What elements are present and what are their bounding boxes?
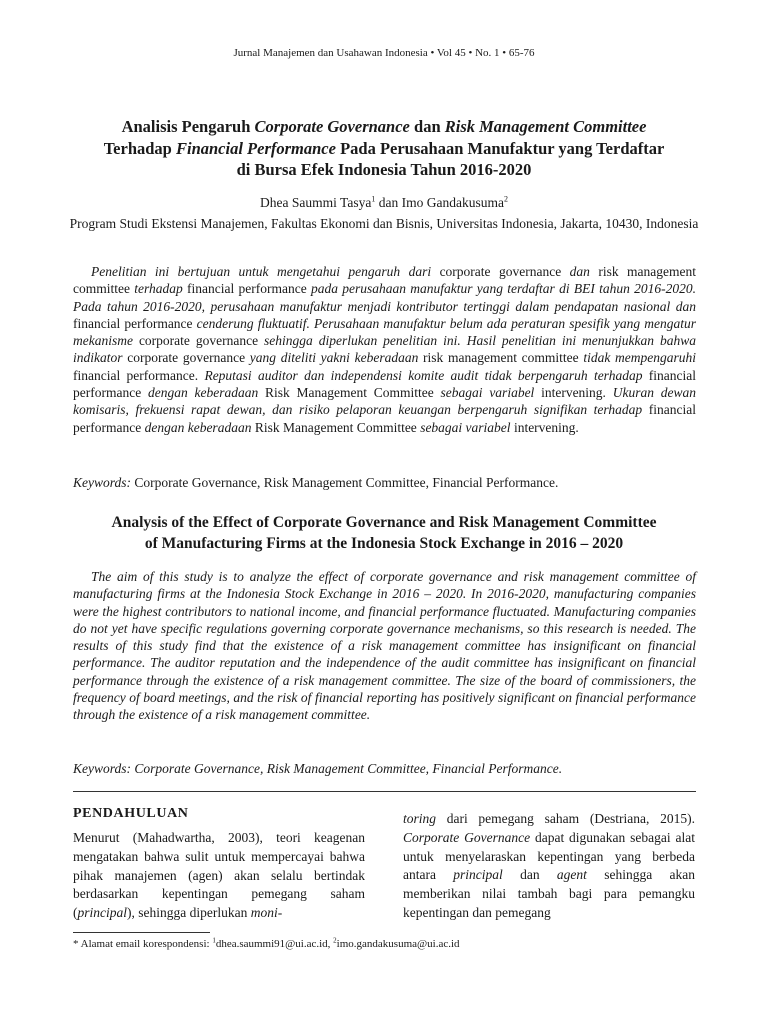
body-column-left: Menurut (Mahadwartha, 2003), teori keagenan mengatakan bahwa sulit untuk mempercayai bahwa pihak manajemen (agen) akan selalu bertindak berdasarkan kepentingan pemegang saham (principal), sehingga diperlukan moni-: [73, 830, 365, 921]
title-line: Analysis of the Effect of Corporate Governance and Risk Management Committee: [111, 514, 657, 531]
journal-header: Jurnal Manajemen dan Usahawan Indonesia • Vol 45 • No. 1 • 65-76: [233, 47, 535, 59]
email-link[interactable]: imo.gandakusuma@ui.ac.id: [336, 938, 460, 950]
section-divider: [73, 791, 696, 792]
email-link[interactable]: dhea.saummi91@ui.ac.id,: [215, 938, 334, 950]
body-column-right: toring dari pemegang saham (Destriana, 2015). Corporate Governance dapat digunakan sebagai alat untuk menyelaraskan kepentingan yang berbeda antara principal dan agent sehingga akan memberikan nilai tambah bagi para pemangku kepentingan dan pemegang: [403, 811, 695, 920]
footnote-divider: [73, 932, 210, 933]
author-affiliation: Program Studi Ekstensi Manajemen, Fakultas Ekonomi dan Bisnis, Universitas Indonesia, Jakarta, 10430, Indonesia: [69, 216, 699, 231]
title-line: Terhadap Financial Performance Pada Perusahaan Manufaktur yang Terdaftar: [103, 138, 665, 158]
keywords-label: Keywords:: [73, 475, 131, 490]
footnote: * Alamat email korespondensi: $^1$dhea.saummi91@ui.ac.id, $^2$imo.gandakusuma@ui.ac.id: [73, 936, 460, 950]
keywords-indonesian: Keywords: Corporate Governance, Risk Management Committee, Financial Performance.: [73, 475, 559, 490]
abstract-indonesian: Penelitian ini bertujuan untuk mengetahui pengaruh dari corporate governance dan risk management committee terhadap financial performance pada perusahaan manufaktur yang terdaftar di BEI tahun 2016-2020. Pada tahun 2016-2020, perusahaan manufaktur menjadi kontributor tertinggi dalam pendapatan nasional dan financial performance cenderung fluktuatif. Perusahaan manufaktur belum ada peraturan spesifik yang mengatur mekanisme corporate governance sehingga diperlukan penelitian ini. Hasil penelitian ini menunjukkan bahwa indikator corporate governance yang diteliti yakni keberadaan risk management committee tidak mempengaruhi financial performance. Reputasi auditor dan independensi komite audit tidak berpengaruh terhadap financial performance dengan keberadaan Risk Management Committee sebagai variabel intervening. Ukuran dewan komisaris, frekuensi rapat dewan, dan risiko pelaporan keuangan berpengaruh signifikan terhadap financial performance dengan keberadaan Risk Management Committee sebagai variabel intervening.: [73, 264, 697, 435]
abstract-english: The aim of this study is to analyze the effect of corporate governance and risk management committee of manufacturing firms at the Indonesia Stock Exchange in 2016 – 2020. In 2016-2020, manufacturing companies were the highest contributors to national income, and financial performance fluctuated. Manufacturing companies do not yet have specific regulations governing corporate governance mechanisms, so this research is needed. The results of this study find that the existence of a risk management committee has insignificant on financial performance. The auditor reputation and the independence of the audit committee has insignificant on financial performance through the existence of a risk management committee. The size of the board of commissioners, the frequency of board meetings, and the risk of financial reporting has positively significant on financial performance through the existence of a risk management committee.: [73, 569, 696, 723]
article-title-english: [60, 512, 708, 554]
title-line: of Manufacturing Firms at the Indonesia Stock Exchange in 2016 – 2020: [144, 535, 624, 552]
article-title-indonesian: [60, 116, 708, 181]
author-block: [60, 192, 708, 234]
title-line: Analisis Pengaruh Corporate Governance dan Risk Management Committee: [121, 117, 647, 136]
title-line: di Bursa Efek Indonesia Tahun 2016-2020: [236, 160, 532, 179]
author-names: Dhea Saummi Tasya$^1$ dan Imo Gandakusuma$^2$: [260, 194, 508, 210]
section-heading: PENDAHULUAN: [73, 806, 189, 821]
keywords-english: Keywords: Corporate Governance, Risk Management Committee, Financial Performance.: [73, 761, 563, 776]
